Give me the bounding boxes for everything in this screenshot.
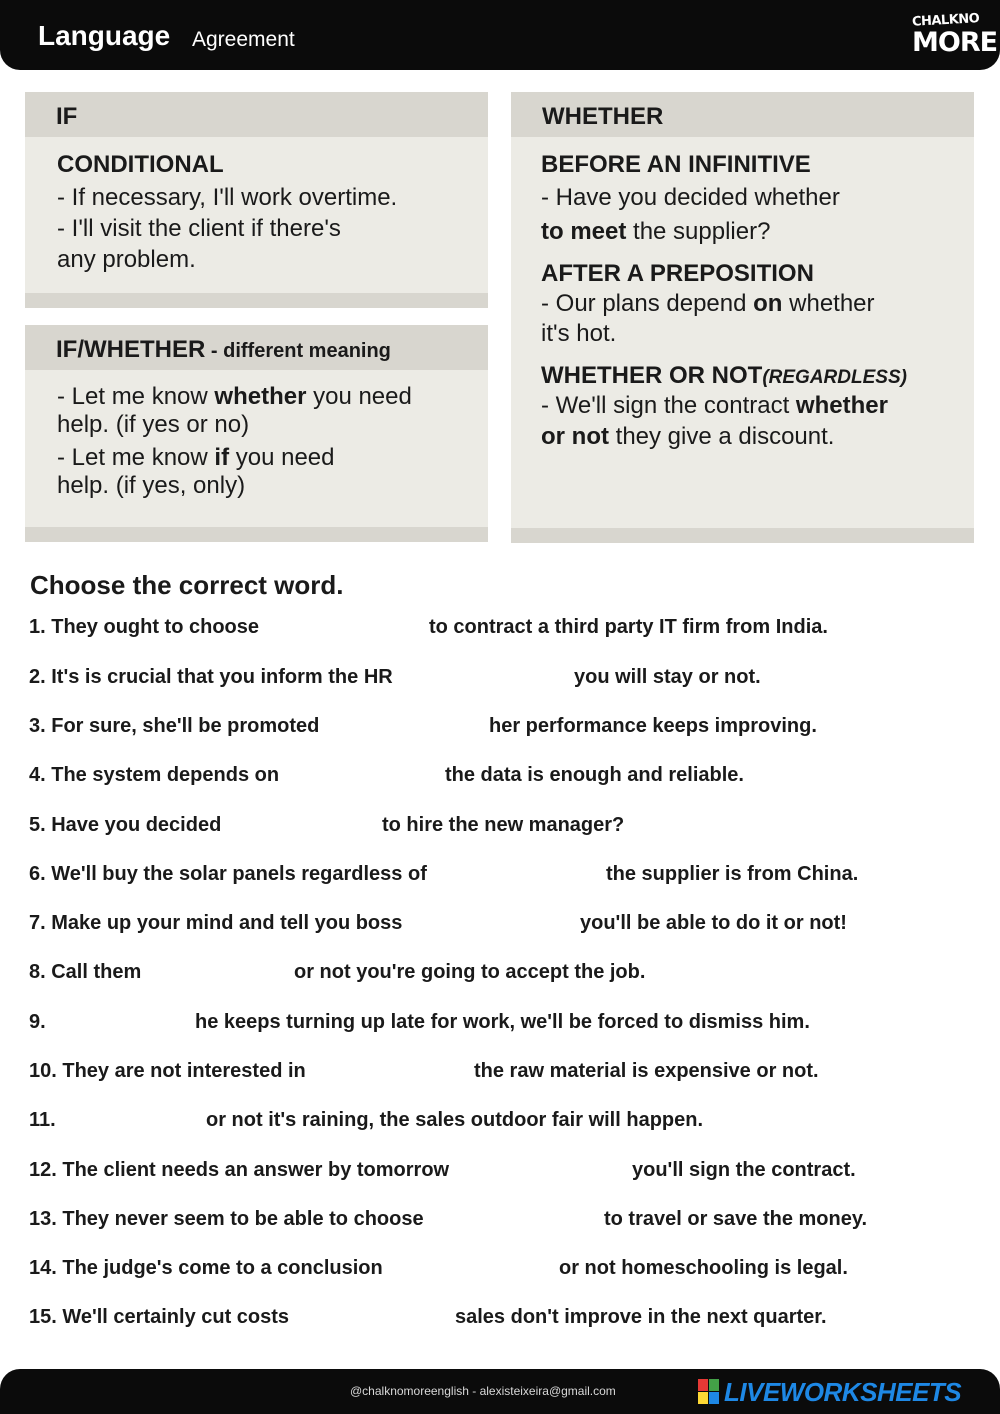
whether-or-not-title	[541, 362, 907, 390]
question-12-pre: 12. The client needs an answer by tomorrow	[29, 1159, 450, 1181]
if-whether-box	[25, 325, 488, 542]
whether-or-not-example-line-2	[541, 423, 834, 451]
question-15-pre: 15. We'll certainly cut costs	[29, 1306, 290, 1328]
whether-box	[511, 92, 974, 543]
if-whether-heading	[56, 336, 391, 364]
question-8-post: or not you're going to accept the job.	[294, 961, 646, 983]
if-whether-heading-main: IF/WHETHER	[56, 336, 206, 363]
question-14-pre: 14. The judge's come to a conclusion	[29, 1257, 383, 1279]
question-4-pre: 4. The system depends on	[29, 764, 280, 786]
page-subtitle: Agreement	[192, 28, 295, 51]
question-3-post: her performance keeps improving.	[489, 715, 817, 737]
whether-or-not-bold: whether	[795, 392, 888, 419]
footer-bar	[0, 1369, 1000, 1414]
question-10-post: the raw material is expensive or not.	[474, 1060, 819, 1082]
ex1-post: you need	[306, 383, 412, 410]
question-11-post: or not it's raining, the sales outdoor fair will happen.	[206, 1109, 704, 1131]
whether-or-not-pre: - We'll sign the contract	[541, 392, 796, 419]
preposition-bold: on	[753, 290, 783, 317]
question-10-pre: 10. They are not interested in	[29, 1060, 306, 1082]
preposition-example-line-2: it's hot.	[541, 320, 617, 347]
if-whether-example-2-line-2: help. (if yes, only)	[57, 472, 246, 499]
infinitive-example-line-2	[541, 218, 770, 246]
question-13-pre: 13. They never seem to be able to choose	[29, 1208, 424, 1230]
question-7-post: you'll be able to do it or not!	[580, 912, 847, 934]
preposition-example-line-1	[541, 290, 875, 318]
whether-heading: WHETHER	[542, 103, 664, 130]
conditional-title: CONDITIONAL	[57, 151, 224, 178]
if-whether-box-footer	[25, 527, 488, 542]
if-box-footer	[25, 293, 488, 308]
if-whether-example-1-line-2: help. (if yes or no)	[57, 411, 250, 438]
question-5-post: to hire the new manager?	[382, 814, 625, 836]
if-whether-example-1	[57, 383, 412, 411]
page-title: Language	[38, 20, 171, 51]
question-1-pre: 1. They ought to choose	[29, 616, 260, 638]
question-2-pre: 2. It's is crucial that you inform the HR	[29, 666, 393, 688]
ex2-post: you need	[229, 444, 335, 471]
if-example-line-3: any problem.	[57, 246, 196, 273]
question-13-post: to travel or save the money.	[604, 1208, 868, 1230]
infinitive-bold: to meet	[541, 218, 627, 245]
preposition-post: whether	[782, 290, 875, 317]
before-infinitive-title: BEFORE AN INFINITIVE	[541, 151, 811, 178]
or-not-bold: or not	[541, 423, 609, 450]
whether-box-header	[511, 92, 974, 137]
question-9-pre: 9.	[29, 1011, 46, 1033]
regardless-note: (REGARDLESS)	[762, 367, 907, 388]
question-6-post: the supplier is from China.	[606, 863, 859, 885]
ex2-pre: - Let me know	[57, 444, 215, 471]
infinitive-example-line-1: - Have you decided whether	[541, 184, 840, 211]
infinitive-post: the supplier?	[626, 218, 771, 245]
ex1-bold: whether	[214, 383, 307, 410]
after-preposition-title: AFTER A PREPOSITION	[541, 260, 814, 287]
question-2-post: you will stay or not.	[574, 666, 761, 688]
preposition-pre: - Our plans depend	[541, 290, 754, 317]
question-11-pre: 11.	[29, 1109, 56, 1131]
if-box-header	[25, 92, 488, 137]
if-whether-example-2	[57, 444, 335, 472]
liveworksheets-logo[interactable]	[698, 1379, 990, 1405]
liveworksheets-brand: LIVEWORKSHEETS	[724, 1377, 962, 1407]
question-12-post: you'll sign the contract.	[632, 1159, 856, 1181]
whether-or-not-main: WHETHER OR NOT	[541, 362, 763, 389]
ex1-pre: - Let me know	[57, 383, 215, 410]
question-14-post: or not homeschooling is legal.	[559, 1257, 848, 1279]
question-9-post: he keeps turning up late for work, we'll be forced to dismiss him.	[195, 1011, 810, 1033]
or-not-post: they give a discount.	[608, 423, 835, 450]
if-example-line-2: - I'll visit the client if there's	[57, 215, 341, 242]
question-7-pre: 7. Make up your mind and tell you boss	[29, 912, 403, 934]
liveworksheets-cubes-icon	[698, 1379, 720, 1405]
question-3-pre: 3. For sure, she'll be promoted	[29, 715, 320, 737]
question-8-pre: 8. Call them	[29, 961, 142, 983]
if-example-line-1: - If necessary, I'll work overtime.	[57, 184, 398, 211]
header-bar	[0, 0, 1000, 70]
question-15-post: sales don't improve in the next quarter.	[455, 1306, 827, 1328]
logo-line-1: CHALKNO	[911, 11, 980, 30]
whether-or-not-example-line-1	[541, 392, 888, 420]
chalknomore-logo	[911, 11, 998, 64]
exercise-instruction: Choose the correct word.	[30, 570, 344, 600]
question-5-pre: 5. Have you decided	[29, 814, 222, 836]
if-box	[25, 92, 488, 308]
if-whether-box-header	[25, 325, 488, 370]
if-whether-heading-suffix: - different meaning	[205, 340, 391, 362]
contact-info: @chalknomoreenglish - alexisteixeira@gmail.com	[350, 1384, 616, 1398]
question-1-post: to contract a third party IT firm from India.	[429, 616, 828, 638]
logo-line-2: MORE	[912, 27, 998, 58]
if-heading: IF	[56, 103, 78, 130]
question-4-post: the data is enough and reliable.	[445, 764, 744, 786]
question-6-pre: 6. We'll buy the solar panels regardless of	[29, 863, 427, 885]
ex2-bold: if	[214, 444, 230, 471]
whether-box-footer	[511, 528, 974, 543]
